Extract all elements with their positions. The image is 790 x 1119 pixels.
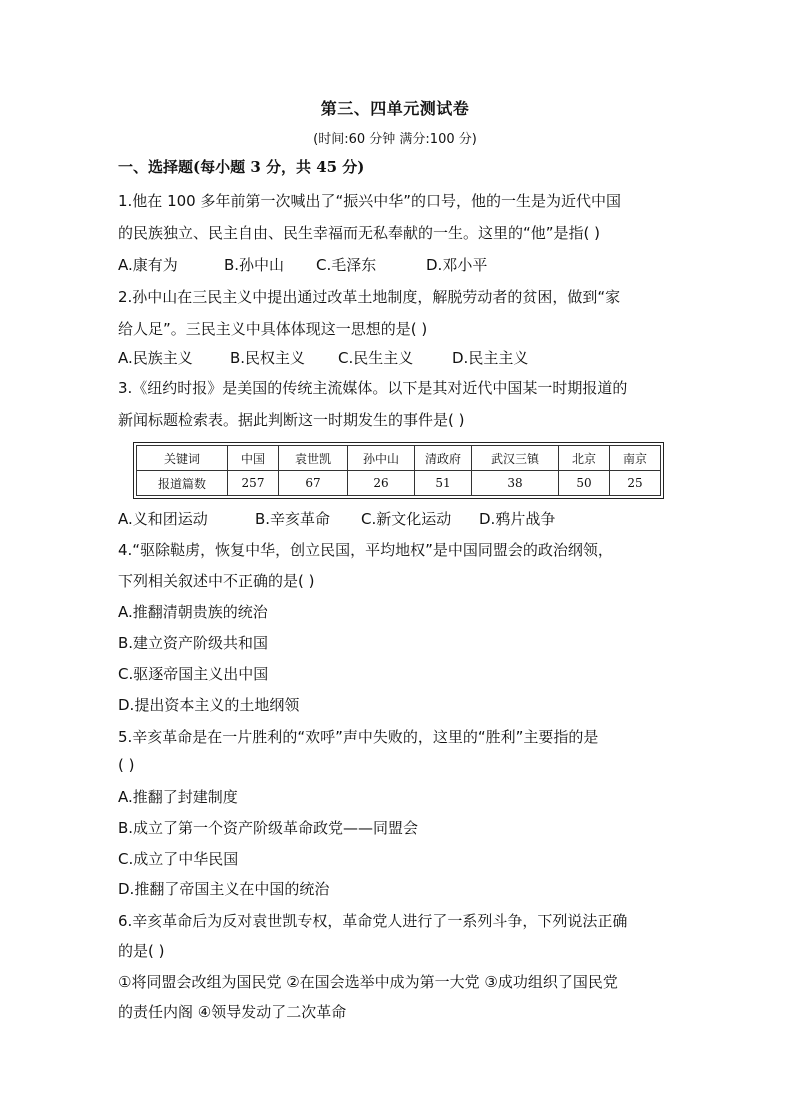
section-heading: 一、选择题(每小题 3 分，共 45 分) bbox=[118, 158, 365, 176]
table-cell: 67 bbox=[279, 471, 348, 496]
question-4-option-c[interactable]: C.驱逐帝国主义出中国 bbox=[118, 665, 269, 683]
table-cell: 38 bbox=[472, 471, 559, 496]
question-2-option-c[interactable]: C.民生主义 bbox=[338, 349, 414, 367]
page-title: 第三、四单元测试卷 bbox=[320, 99, 470, 118]
question-1-option-c[interactable]: C.毛泽东 bbox=[316, 256, 377, 274]
question-4-option-a[interactable]: A.推翻清朝贵族的统治 bbox=[118, 603, 268, 621]
question-5-option-d[interactable]: D.推翻了帝国主义在中国的统治 bbox=[118, 880, 330, 898]
question-2-option-b[interactable]: B.民权主义 bbox=[230, 349, 306, 367]
question-4-line-2: 下列相关叙述中不正确的是( ) bbox=[118, 572, 315, 590]
question-1-line-1: 1.他在 100 多年前第一次喊出了“振兴中华”的口号，他的一生是为近代中国 bbox=[118, 192, 622, 210]
question-2-options bbox=[118, 347, 528, 368]
question-3-option-b[interactable]: B.辛亥革命 bbox=[255, 510, 331, 528]
question-3-option-a[interactable]: A.义和团运动 bbox=[118, 510, 208, 528]
question-6-line-1: 6.辛亥革命后为反对袁世凯专权，革命党人进行了一系列斗争，下列说法正确 bbox=[118, 912, 628, 930]
question-1-option-a[interactable]: A.康有为 bbox=[118, 256, 178, 274]
table-header-cell: 中国 bbox=[228, 446, 279, 471]
table-header-cell: 孙中山 bbox=[348, 446, 415, 471]
question-1-line-2: 的民族独立、民主自由、民生幸福而无私奉献的一生。这里的“他”是指( ) bbox=[118, 224, 601, 242]
question-2-line-2: 给人足”。三民主义中具体体现这一思想的是( ) bbox=[118, 320, 428, 338]
table-header-cell: 武汉三镇 bbox=[472, 446, 559, 471]
table-header-cell: 袁世凯 bbox=[279, 446, 348, 471]
question-5-line-1: 5.辛亥革命是在一片胜利的“欢呼”声中失败的，这里的“胜利”主要指的是 bbox=[118, 728, 599, 746]
table-cell: 25 bbox=[610, 471, 661, 496]
table-cell: 26 bbox=[348, 471, 415, 496]
table-header-row bbox=[137, 446, 661, 471]
question-5-option-c[interactable]: C.成立了中华民国 bbox=[118, 850, 239, 868]
question-4-option-b[interactable]: B.建立资产阶级共和国 bbox=[118, 634, 269, 652]
question-2-option-d[interactable]: D.民主主义 bbox=[452, 349, 529, 367]
table-cell: 257 bbox=[228, 471, 279, 496]
question-5-line-2: ( ) bbox=[118, 756, 135, 774]
question-3-option-c[interactable]: C.新文化运动 bbox=[361, 510, 452, 528]
table-cell: 50 bbox=[559, 471, 610, 496]
question-2-option-a[interactable]: A.民族主义 bbox=[118, 349, 193, 367]
exam-info: (时间:60 分钟 满分:100 分) bbox=[313, 132, 477, 147]
question-3-options bbox=[118, 508, 555, 529]
question-3-line-2: 新闻标题检索表。据此判断这一时期发生的事件是( ) bbox=[118, 411, 465, 429]
question-1-option-d[interactable]: D.邓小平 bbox=[426, 256, 488, 274]
keyword-table bbox=[136, 445, 661, 496]
table-row bbox=[137, 471, 661, 496]
question-6-line-4: 的责任内阁 ④领导发动了二次革命 bbox=[118, 1003, 347, 1021]
question-3-line-1: 3.《纽约时报》是美国的传统主流媒体。以下是其对近代中国某一时期报道的 bbox=[118, 379, 628, 397]
table-cell: 报道篇数 bbox=[137, 471, 228, 496]
table-header-cell: 南京 bbox=[610, 446, 661, 471]
question-2-line-1: 2.孙中山在三民主义中提出通过改革土地制度，解脱劳动者的贫困，做到“家 bbox=[118, 288, 621, 306]
question-6-line-2: 的是( ) bbox=[118, 942, 165, 960]
question-5-option-b[interactable]: B.成立了第一个资产阶级革命政党——同盟会 bbox=[118, 819, 419, 837]
table-header-cell: 北京 bbox=[559, 446, 610, 471]
question-6-line-3: ①将同盟会改组为国民党 ②在国会选举中成为第一大党 ③成功组织了国民党 bbox=[118, 973, 618, 991]
table-header-cell: 清政府 bbox=[415, 446, 472, 471]
question-4-line-1: 4.“驱除鞑虏，恢复中华，创立民国，平均地权”是中国同盟会的政治纲领， bbox=[118, 541, 613, 559]
question-1-option-b[interactable]: B.孙中山 bbox=[224, 256, 285, 274]
table-cell: 51 bbox=[415, 471, 472, 496]
question-5-option-a[interactable]: A.推翻了封建制度 bbox=[118, 788, 238, 806]
question-1-options bbox=[118, 254, 487, 275]
question-4-option-d[interactable]: D.提出资本主义的土地纲领 bbox=[118, 696, 300, 714]
question-3-option-d[interactable]: D.鸦片战争 bbox=[479, 510, 556, 528]
table-header-cell: 关键词 bbox=[137, 446, 228, 471]
